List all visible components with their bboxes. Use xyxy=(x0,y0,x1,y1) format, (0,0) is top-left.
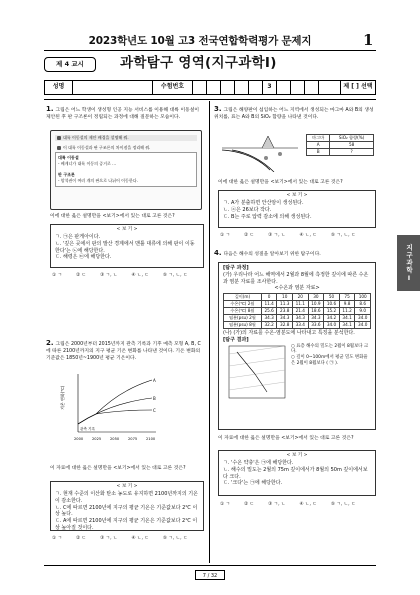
info-table xyxy=(44,80,376,95)
bogi-item: ㄷ. '크다'는 ㉠에 해당한다. xyxy=(223,480,283,487)
bogi-item: ㄴ. C에 따르면 2100년에 지구의 평균 기온은 기준값보다 2℃ 이상 높다. xyxy=(55,504,198,518)
question-text: 그림은 2000년부터 2015년까지 관측 기록과 기후 예측 모형 A, B, C에 따른 2100년까지의 지구 평균 기온 변화를 나타낸 것이다. 기온 변화의 기준값은 1850년~1900년 평균 기온이다. xyxy=(46,342,201,361)
answer-choices xyxy=(220,502,356,508)
answer-choices xyxy=(220,233,356,239)
inquiry-title: [탐구 과정] xyxy=(223,265,249,271)
exam-digit-box[interactable] xyxy=(277,81,291,94)
exam-digit-box[interactable] xyxy=(207,81,221,94)
subduction-diagram xyxy=(222,130,298,172)
choice-3[interactable]: ③ ㄱ, ㄴ xyxy=(100,536,118,541)
bogi-item: ㄱ. '수온 약층'은 ㉠에 해당한다. xyxy=(223,460,294,467)
chat-illustration xyxy=(50,130,202,210)
question-2 xyxy=(46,338,204,363)
question-4 xyxy=(214,248,374,259)
question-prompt: 이 자료에 대한 옳은 설명만을 <보기>에서 있는 대로 고른 것은? xyxy=(50,466,186,471)
exam-digit-box[interactable] xyxy=(319,81,341,94)
x-tick: 2050 xyxy=(110,437,120,441)
bogi-title: < 보 기 > xyxy=(116,484,138,489)
choice-5[interactable]: ⑤ ㄱ, ㄴ, ㄷ xyxy=(162,273,188,278)
exam-digit-box[interactable] xyxy=(221,81,235,94)
choice-3[interactable]: ③ ㄱ, ㄴ xyxy=(268,233,286,238)
bogi-item: ㄴ. 해수의 밀도는 2월의 75m 깊이에서가 8월의 50m 깊이에서보다 크다. xyxy=(223,466,368,480)
column-divider xyxy=(209,101,210,563)
bogi-item: ㄷ. A에 따르면 2100년에 지구의 평균 기온은 기준값보다 2℃ 이상 높아질 것이다. xyxy=(55,518,198,531)
bogi-box xyxy=(218,450,376,496)
choice-4[interactable]: ④ ㄴ, ㄷ xyxy=(131,536,149,541)
table-caption: <수온과 염분 자료> xyxy=(274,285,320,292)
bogi-item: ㄷ. 해령은 ㉢에 해당한다. xyxy=(55,254,112,261)
chat-bubble-user: 이 대륙 이동설과 판 구조론의 차이점을 정리해 줘. xyxy=(55,145,197,150)
question-text: 그림은 해양판이 섭입하는 어느 지역에서 생성되는 마그마 A와 B의 생성 위치를, 표는 A와 B의 SiO₂ 함량을 나타낸 것이다. xyxy=(214,108,374,120)
inquiry-step: (나) (가)의 자료를 수온-염분도에 나타내고 특징을 분석한다. xyxy=(223,330,355,336)
bogi-item: ㄱ. 현재 수준의 이산화 탄소 농도로 유지하면 2100년까지의 기온이 감소한다. xyxy=(55,491,198,504)
choice-1[interactable]: ① ㄱ xyxy=(52,536,63,541)
bogi-title: < 보 기 > xyxy=(286,453,308,458)
magma-a xyxy=(264,156,268,160)
choice-1[interactable]: ① ㄱ xyxy=(52,273,63,278)
choice-4[interactable]: ④ ㄴ, ㄷ xyxy=(299,233,317,238)
name-label: 성명 xyxy=(45,81,73,94)
user-icon xyxy=(57,146,61,150)
question-number: 3. xyxy=(214,105,222,113)
answer-choices xyxy=(52,536,188,542)
choice-1[interactable]: ① ㄱ xyxy=(220,502,231,507)
exam-digit: 3 xyxy=(263,81,277,94)
footer-total: 32 xyxy=(210,573,218,579)
choice-1[interactable]: ① ㄱ xyxy=(220,233,231,238)
inquiry-box xyxy=(218,262,376,430)
subject-side-tab: 지구과학Ⅰ xyxy=(397,235,420,291)
header-rule xyxy=(44,50,376,51)
question-3 xyxy=(214,104,374,122)
name-field[interactable] xyxy=(73,81,153,94)
footer-page: 7 xyxy=(202,573,206,579)
question-number: 2. xyxy=(46,339,54,347)
page-number: 1 xyxy=(363,31,374,49)
exam-digit-box[interactable] xyxy=(193,81,207,94)
choice-2[interactable]: ② ㄷ xyxy=(244,502,255,507)
ts-diagram xyxy=(223,344,287,404)
session-badge: 제 4 교시 xyxy=(44,57,96,72)
y-axis-label: 기온 변화(℃) xyxy=(60,385,65,410)
bogi-title: < 보 기 > xyxy=(116,227,138,232)
series-c xyxy=(96,410,152,414)
choice-4[interactable]: ④ ㄴ, ㄷ xyxy=(299,502,317,507)
x-tick: 2025 xyxy=(92,437,102,441)
chat-response: 대륙 이동설 - 베게너가 대륙 이동의 증거로 ... 판 구조론 - 암석권이 여러 개의 판으로 나뉘어 이동한다. xyxy=(55,152,197,187)
seawater-table: 깊이(m) 0 10 20 30 50 75 100 수온(℃) 2월 11.4 11.3 11.1 10.9 10.6 9.8 8.6 수온(℃) 8월 25.6 23.8 21.4 18.6 15.2 11.2 9.0 염분(psu) 2월 34.3 34.3 34.3 34.3 34.2 34.1 34.0 염분(psu) 8월 32.2 32.8 33.4 33.6 34.0 34.1 34.0 xyxy=(223,293,371,329)
inquiry-step: (가) 우리나라 어느 해역에서 2월과 8월에 측정한 깊이에 따른 수온과 염분 자료를 조사한다. xyxy=(223,271,369,285)
user-icon xyxy=(57,136,61,140)
footer-rule xyxy=(44,565,376,566)
bogi-item: ㄴ. ⓐ은 26보다 작다. xyxy=(223,206,272,213)
result-row xyxy=(223,344,371,404)
result-title: [탐구 결과] xyxy=(223,336,249,343)
choice-4[interactable]: ④ ㄴ, ㄷ xyxy=(131,273,149,278)
bogi-item: ㄴ. '깊은 곳에서 판의 발산 경계에서 맨틀 대류에 의해 판이 이동한다'는 ㉡에 해당한다. xyxy=(55,240,195,254)
exam-title: 2023학년도 10월 고3 전국연합학력평가 문제지 xyxy=(88,35,312,47)
bogi-item: ㄱ. A가 분출하면 안산암이 생성된다. xyxy=(223,200,304,207)
series-label: 관측 기록 xyxy=(80,427,96,431)
bogi-box xyxy=(50,481,204,531)
exam-digit-box[interactable] xyxy=(235,81,249,94)
exam-digit-box[interactable] xyxy=(291,81,305,94)
choice-3[interactable]: ③ ㄱ, ㄴ xyxy=(268,502,286,507)
question-1 xyxy=(46,104,204,122)
series-label: C xyxy=(153,408,156,413)
x-tick: 2075 xyxy=(128,437,138,441)
chat-bubble-user: 대륙 이동설의 제안 배경을 설명해 줘. xyxy=(55,135,197,141)
subject-title: 과학탐구 영역(지구과학Ⅰ) xyxy=(120,55,277,71)
question-prompt: 이에 대한 옳은 설명만을 <보기>에서 있는 대로 고른 것은? xyxy=(50,214,175,219)
divider xyxy=(44,99,376,100)
choice-2[interactable]: ② ㄷ xyxy=(244,233,255,238)
choice-2[interactable]: ② ㄷ xyxy=(76,273,87,278)
choice-3[interactable]: ③ ㄱ, ㄴ xyxy=(100,273,118,278)
bogi-box xyxy=(218,190,376,228)
footer-page-indicator: 7 / 32 xyxy=(195,570,225,580)
series-label: B xyxy=(153,396,156,401)
result-notes: ○ 표층 해수의 밀도는 2월이 8월보다 크다. ○ 깊이 0~100m에서 평균 밀도 변화율은 2월이 8월보다 ( ㉠ ). xyxy=(291,343,369,367)
bogi-item: ㄷ. B는 주로 압력 감소에 의해 생성된다. xyxy=(223,213,312,220)
choice-5[interactable]: ⑤ ㄱ, ㄴ, ㄷ xyxy=(162,536,188,541)
temperature-chart xyxy=(60,370,160,448)
question-prompt: 이 자료에 대한 옳은 설명만을 <보기>에서 있는 대로 고른 것은? xyxy=(218,436,354,441)
magma-table: 마그마 SiO₂ 함량(%) A 58 B ? xyxy=(306,134,374,156)
choice-label: 제 [ ] 선택 xyxy=(343,83,373,91)
question-text: 그림은 어느 학생이 생성형 인공 지능 서비스를 이용해 대륙 이동설이 제안된 후 판 구조론이 정립되는 과정에 대해 질문하는 모습이다. xyxy=(46,108,200,120)
question-prompt: 이에 대한 옳은 설명만을 <보기>에서 있는 대로 고른 것은? xyxy=(218,180,343,185)
observed-series xyxy=(78,414,96,424)
exam-number-label: 수험번호 xyxy=(153,81,193,94)
question-text: 다음은 해수의 성질을 알아보기 위한 탐구이다. xyxy=(223,252,321,257)
choice-5[interactable]: ⑤ ㄱ, ㄴ, ㄷ xyxy=(330,233,356,238)
exam-digit-box[interactable] xyxy=(305,81,319,94)
x-tick: 2000 xyxy=(74,437,84,441)
choice-2[interactable]: ② ㄷ xyxy=(76,536,87,541)
exam-digit-box[interactable] xyxy=(249,81,263,94)
x-tick: 2100 xyxy=(146,437,156,441)
bogi-box xyxy=(50,224,204,268)
choice-5[interactable]: ⑤ ㄱ, ㄴ, ㄷ xyxy=(330,502,356,507)
question-number: 4. xyxy=(214,249,222,257)
bogi-title: < 보 기 > xyxy=(286,193,308,198)
series-a xyxy=(96,380,152,414)
bogi-item: ㄱ. ㉠은 판게아이다. xyxy=(55,234,101,241)
question-number: 1. xyxy=(46,105,54,113)
answer-choices xyxy=(52,273,188,279)
magma-b xyxy=(278,152,282,156)
series-label: A xyxy=(153,378,156,383)
